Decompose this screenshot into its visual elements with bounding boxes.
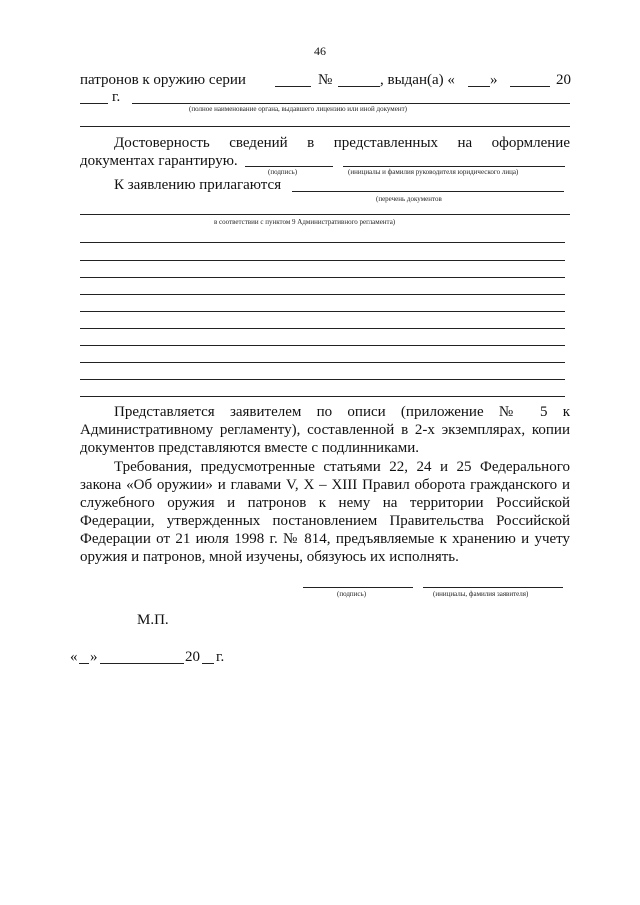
- inventory-line-2: Административному регламенту), составленной в 2-х экземплярах, копии: [80, 422, 570, 438]
- document-list-line[interactable]: [80, 379, 565, 380]
- guarantee-line-1: Достоверность сведений в представленных на оформление: [114, 135, 570, 151]
- document-list-line[interactable]: [80, 277, 565, 278]
- head-initials-caption: (инициалы и фамилия руководителя юридического лица): [348, 168, 519, 176]
- requirements-line-5: Федерации от 21 июля 1998 г. № 814, предъявляемые к хранению и учету: [80, 531, 570, 547]
- issue-day-blank[interactable]: [468, 86, 490, 87]
- requirements-line-1: Требования, предусмотренные статьями 22, 24 и 25 Федерального: [114, 459, 570, 475]
- inventory-line-3: документов представляются вместе с подлинниками.: [80, 440, 420, 456]
- attachments-line-2[interactable]: [80, 214, 570, 215]
- date-year-blank[interactable]: [202, 663, 214, 664]
- document-list-line[interactable]: [80, 345, 565, 346]
- attachments-line[interactable]: [292, 191, 564, 192]
- attachments-list-caption: (перечень документов: [376, 195, 442, 203]
- attachments-accordance-caption: в соответствии с пунктом 9 Административного регламента): [214, 218, 396, 226]
- date-close-quote: »: [90, 649, 98, 665]
- date-century: 20: [185, 649, 200, 665]
- document-list-line[interactable]: [80, 328, 565, 329]
- date-year-suffix: г.: [216, 649, 225, 665]
- cartridge-series-label: патронов к оружию серии: [80, 72, 246, 88]
- head-initials-line[interactable]: [343, 166, 565, 167]
- document-list-line[interactable]: [80, 311, 565, 312]
- signature-caption-2: (подпись): [337, 590, 367, 598]
- date-day-blank[interactable]: [79, 663, 89, 664]
- issued-label: , выдан(а) «: [380, 72, 455, 88]
- document-list-line[interactable]: [80, 362, 565, 363]
- issue-month-blank[interactable]: [510, 86, 550, 87]
- page-number: 46: [314, 44, 326, 58]
- guarantee-line-2: документах гарантирую.: [80, 153, 238, 169]
- head-signature-line[interactable]: [245, 166, 333, 167]
- requirements-line-4: Федерации, утвержденных постановлением Правительства Российской: [80, 513, 570, 529]
- number-sign: №: [318, 72, 333, 88]
- inventory-line-1: Представляется заявителем по описи (приложение № 5 к: [114, 404, 570, 420]
- requirements-line-2: закона «Об оружии» и главами V, X – XIII Правил оборота гражданского и: [80, 477, 570, 493]
- issuer-name-line-2[interactable]: [80, 126, 570, 127]
- requirements-line-3: служебного оружия и патронов к нему на территории Российской: [80, 495, 570, 511]
- date-month-blank[interactable]: [100, 663, 184, 664]
- seal-place-label: М.П.: [137, 612, 169, 628]
- document-list-line[interactable]: [80, 396, 565, 397]
- issuer-name-line[interactable]: [132, 103, 570, 104]
- series-blank[interactable]: [275, 86, 311, 87]
- date-open-quote: «: [70, 649, 78, 665]
- document-list-line[interactable]: [80, 242, 565, 243]
- document-list-line[interactable]: [80, 294, 565, 295]
- applicant-initials-line[interactable]: [423, 587, 563, 588]
- signature-caption-1: (подпись): [268, 168, 298, 176]
- issue-day-close-quote: »: [490, 72, 498, 88]
- requirements-line-6: оружия и патронов, мной изучены, обязуюсь их исполнять.: [80, 549, 459, 565]
- document-list-line[interactable]: [80, 260, 565, 261]
- attachments-label: К заявлению прилагаются: [114, 177, 282, 193]
- issue-century: 20: [556, 72, 571, 88]
- issuer-caption: (полное наименование органа, выдавшего лицензию или иной документ): [189, 105, 407, 113]
- applicant-signature-line[interactable]: [303, 587, 413, 588]
- year-suffix: г.: [112, 89, 121, 105]
- issue-year-blank[interactable]: [80, 103, 108, 104]
- number-blank[interactable]: [338, 86, 380, 87]
- applicant-initials-caption: (инициалы, фамилия заявителя): [433, 590, 529, 598]
